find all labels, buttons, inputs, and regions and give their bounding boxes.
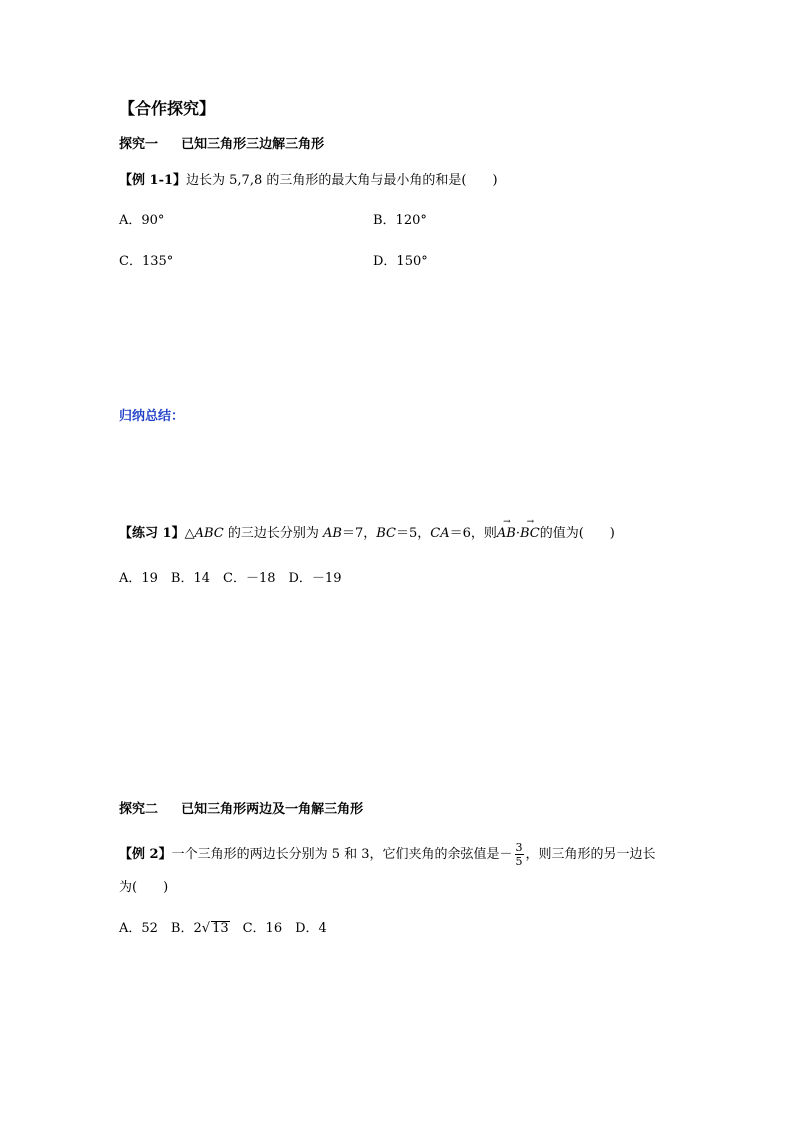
practice1-eq1: ＝7， [341,526,377,541]
topic2-title: 已知三角形两边及一角解三角形 [181,802,364,817]
practice1-options[interactable]: A．19 B．14 C．－18 D．－19 [119,571,342,586]
vector-ab: → AB [497,527,516,540]
example2-option-ab: A．52 B．2 [119,921,202,936]
example1-text: 边长为 5,7,8 的三角形的最大角与最小角的和是( [186,173,467,188]
example2-options[interactable] [119,921,327,935]
example1-option-b[interactable]: B．120° [373,213,427,228]
example1-stem [119,174,498,187]
summary-label: 归纳总结： [119,409,185,424]
side-ab: AB [322,526,342,541]
example2-stem-cont: 为( ) [119,880,169,895]
section-header: 【合作探究】 [119,99,216,118]
side-ca: CA [430,526,450,541]
fraction-three-fifths [515,842,524,867]
vector-bc: → BC [520,527,540,540]
example1-option-a[interactable]: A．90° [119,213,165,228]
topic1-label: 探究一 [119,137,159,152]
example2-text1: 一个三角形的两边长分别为 5 和 3，它们夹角的余弦值是－ [171,847,513,862]
example1-option-d[interactable]: D．150° [373,254,428,269]
practice1-eq2: ＝5， [395,526,431,541]
example2-tag: 【例 2】 [119,847,172,862]
fraction-denominator: 5 [515,855,523,868]
example1-blank: ) [466,173,498,188]
fraction-numerator: 3 [515,841,523,854]
example2-option-cd: C．16 D．4 [229,921,327,936]
practice1-tag: 【练习 1】 [119,526,185,541]
sqrt-radicand: 13 [212,921,229,936]
topic1-title: 已知三角形三边解三角形 [181,137,325,152]
example1-option-c[interactable]: C．135° [119,254,174,269]
example1-tag: 【例 1-1】 [119,173,187,188]
side-bc: BC [376,526,396,541]
practice1-eq3: ＝6，则 [449,526,497,541]
dot-operator: · [515,526,520,541]
triangle-name: ABC [194,526,224,541]
topic2-label: 探究二 [119,802,159,817]
example2-stem [119,842,656,867]
example2-text2: ，则三角形的另一边长 [525,847,656,862]
topic1-heading [119,138,324,151]
practice1-text: 的三边长分别为 [223,526,323,541]
practice1-text2: 的值为( ) [539,526,615,541]
practice1-stem [119,527,615,540]
triangle-symbol: △ [184,526,195,541]
sqrt-icon: √ [201,921,211,936]
topic2-heading [119,803,363,816]
